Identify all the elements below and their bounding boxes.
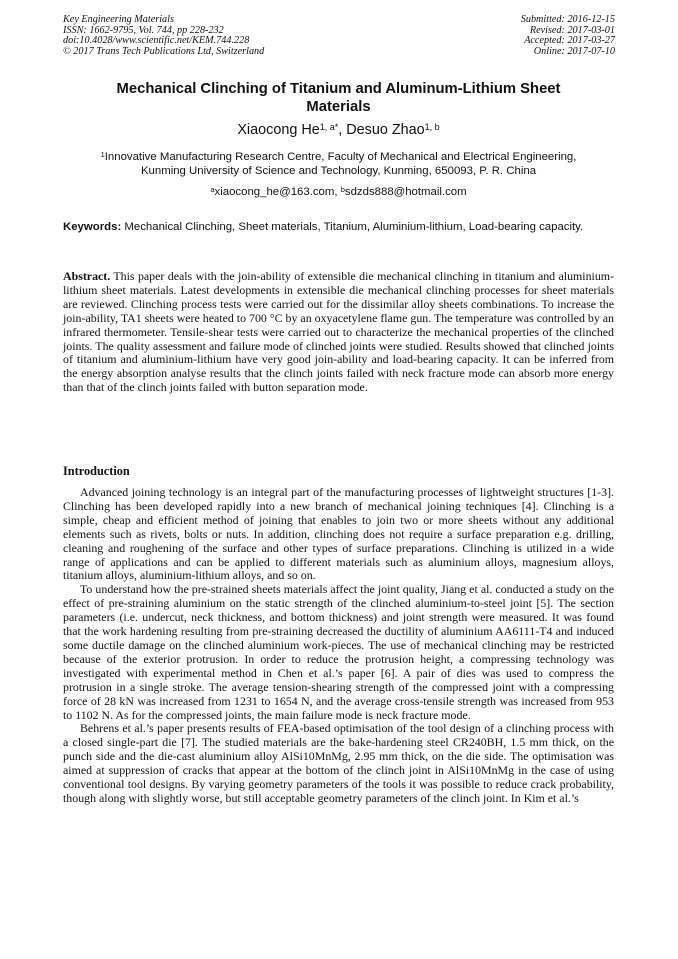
date-revised: Revised: 2017-03-01: [529, 24, 615, 36]
introduction-paragraph-2: To understand how the pre-strained sheets materials affect the joint quality, Jiang et al. conducted a study on the effect of pre-straining aluminium on the static strength of the clinched aluminium-to-steel joint [5]. The section parameters (i.e. undercut, neck thickness, and bottom thickness) and joint strength were measured. It was found that the work hardening resulting from pre-straining decreased the ductility of aluminium AA6111-T4 and induced some ductile damage on the clinched aluminium work-pieces. The use of mechanical clinching may be restricted because of the exterior protrusion. In order to reduce the protrusion height, a compressing technology was investigated with experimental method in Chen et al.’s paper [6]. A pair of dies was used to compress the protrusion in a single stroke. The average tension-shearing strength of the compressed joint with a compressing force of 28 kN was increased from 1231 to 1654 N, and the average cross-tensile strength was increased from 953 to 1102 N. As for the compressed joints, the main failure mode is neck fracture mode.: [63, 582, 614, 722]
introduction-paragraph-3: Behrens et al.’s paper presents results of FEA-based optimisation of the tool design of a clinching process with a closed single-part die [7]. The studied materials are the bake-hardening steel CR240BH, 1.5 mm thick, on the punch side and the die-cast aluminium alloy AlSi10MnMg, 2.95 mm thick, on the die side. The optimisation was aimed at suppression of cracks that appear at the bottom of the clinch joint in AlSi10MnMg in the case of using conventional tool designs. By varying geometry parameters of the tools it was possible to reduce crack probability, though along with slightly worse, but still acceptable geometry parameters of the clinch joint. In Kim et al.’s: [63, 721, 614, 805]
date-submitted: Submitted: 2016-12-15: [520, 14, 615, 25]
publication-dates: [521, 15, 615, 57]
journal-info: [63, 15, 264, 57]
introduction-body: [63, 486, 614, 806]
journal-name: Key Engineering Materials: [63, 14, 174, 25]
author-2-superscript: 1, b: [424, 122, 440, 132]
affiliation-line-2: Kunming University of Science and Technology, Kunming, 650093, P. R. China: [140, 165, 537, 177]
keywords-text: Mechanical Clinching, Sheet materials, Titanium, Aluminium-lithium, Load-bearing capacity.: [121, 221, 584, 233]
affiliation: [63, 150, 614, 178]
abstract-text: This paper deals with the join-ability of extensible die mechanical clinching in titanium and aluminium-lithium sheet materials. Latest developments in extensible die mechanical clinching processes for sheet materials are reviewed. Clinching process tests were carried out for the dissimilar alloy sheets combinations. To increase the join-ability, TA1 sheets were heated to 700 °C by an oxyacetylene flame gun. The temperature was controlled by an infrared thermometer. Tensile-shear tests were carried out to characterize the mechanical properties of the clinched joints. The quality assessment and failure mode of clinched joints were studied. Results showed that clinched joints of titanium and aluminium-lithium have very good join-ability and load-bearing capacity. It can be inferred from the energy absorption analyse results that the clinch joints failed with neck fracture mode can absorb more energy than that of the clinch joints failed with button separation mode.: [63, 269, 614, 395]
journal-issn: ISSN: 1662-9795, Vol. 744, pp 228-232: [63, 24, 224, 36]
date-online: Online: 2017-07-10: [533, 45, 615, 57]
email-b: sdzds888@hotmail.com: [344, 186, 467, 198]
paper-title: [63, 80, 614, 116]
affiliation-line-1: Innovative Manufacturing Research Centre, Faculty of Mechanical and Electrical Engineering,: [104, 151, 577, 163]
author-2: Desuo Zhao: [346, 122, 425, 138]
date-accepted: Accepted: 2017-03-27: [524, 35, 615, 47]
title-line-2: Materials: [306, 99, 371, 115]
keywords-section: [63, 220, 614, 235]
author-1: Xiaocong He: [237, 122, 320, 138]
abstract-section: [63, 270, 614, 395]
author-1-superscript: 1, a*: [319, 122, 339, 132]
abstract-label: Abstract.: [63, 269, 111, 283]
introduction-paragraph-1: Advanced joining technology is an integral part of the manufacturing processes of lightweight structures [1-3]. Clinching has been developed rapidly into a new branch of mechanical joining techniques [4]. Clinching is a simple, cheap and efficient method of joining that enables to join two or more sheets without any additional elements such as rivets, bolts or nuts. In addition, clinching does not require a surface preparation e.g. drilling, cleaning and roughening of the surface and other types of surface preparations. Clinching is utilized in a wide range of applications and can be applied to different materials such as aluminium alloys, magnesium alloys, titanium alloys, aluminium-lithium alloys, and so on.: [63, 485, 614, 583]
author-list: [63, 121, 614, 139]
journal-copyright: © 2017 Trans Tech Publications Ltd, Switzerland: [63, 45, 265, 57]
title-line-1: Mechanical Clinching of Titanium and Aluminum-Lithium Sheet: [116, 81, 561, 97]
keywords-label: Keywords:: [63, 221, 122, 233]
email-b-superscript: b: [340, 185, 345, 194]
author-emails: [63, 185, 614, 199]
affiliation-superscript: 1: [100, 150, 105, 159]
author-separator: ,: [338, 122, 347, 138]
email-a: xiaocong_he@163.com,: [214, 186, 341, 198]
email-a-superscript: a: [210, 185, 215, 194]
introduction-heading: Introduction: [63, 464, 130, 478]
journal-doi: doi:10.4028/www.scientific.net/KEM.744.228: [63, 35, 250, 47]
